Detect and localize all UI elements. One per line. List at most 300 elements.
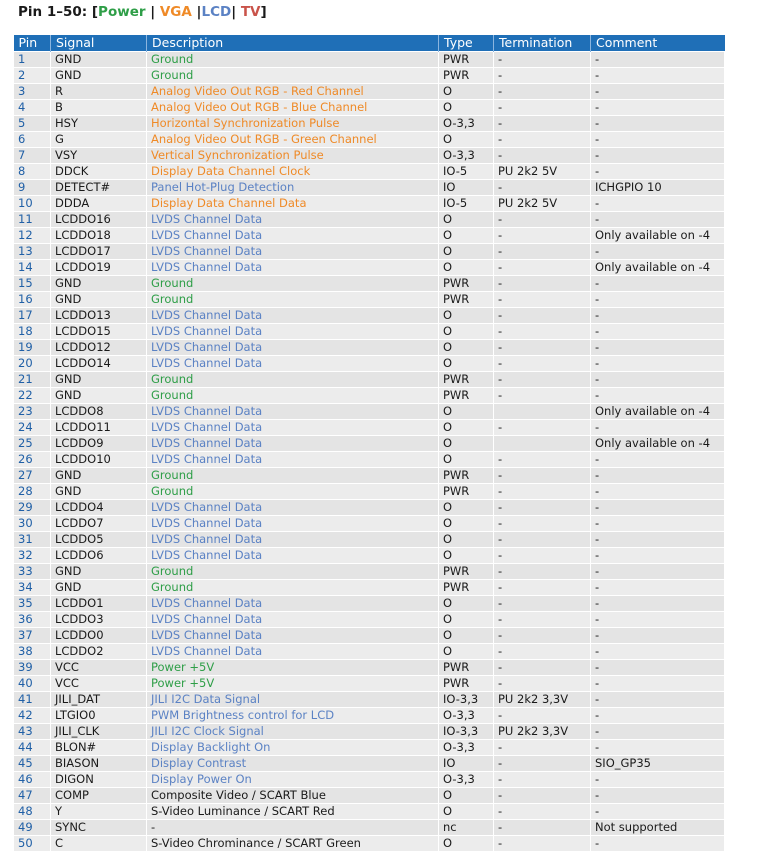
type-cell: O xyxy=(439,100,494,116)
description-cell: Analog Video Out RGB - Red Channel xyxy=(147,84,439,100)
description-cell: Vertical Synchronization Pulse xyxy=(147,148,439,164)
type-cell: O xyxy=(439,228,494,244)
termination-cell: - xyxy=(494,580,591,596)
pin-cell: 26 xyxy=(14,452,51,468)
signal-cell: DDCK xyxy=(51,164,147,180)
pin-cell: 17 xyxy=(14,308,51,324)
signal-cell: VSY xyxy=(51,148,147,164)
type-cell: PWR xyxy=(439,580,494,596)
termination-cell: - xyxy=(494,628,591,644)
type-cell: PWR xyxy=(439,676,494,692)
comment-cell: - xyxy=(591,628,725,644)
pin-cell: 2 xyxy=(14,68,51,84)
comment-cell: - xyxy=(591,356,725,372)
signal-cell: LCDDO19 xyxy=(51,260,147,276)
table-row xyxy=(14,356,725,372)
termination-cell: - xyxy=(494,500,591,516)
termination-cell: - xyxy=(494,420,591,436)
pin-cell: 48 xyxy=(14,804,51,820)
column-header-signal: Signal xyxy=(51,35,147,52)
comment-cell: - xyxy=(591,708,725,724)
comment-cell: - xyxy=(591,324,725,340)
termination-cell: - xyxy=(494,820,591,836)
signal-cell: LCDDO17 xyxy=(51,244,147,260)
termination-cell: - xyxy=(494,132,591,148)
comment-cell: - xyxy=(591,532,725,548)
signal-cell: SYNC xyxy=(51,820,147,836)
termination-cell: - xyxy=(494,596,591,612)
pin-cell: 37 xyxy=(14,628,51,644)
table-row xyxy=(14,84,725,100)
pin-cell: 20 xyxy=(14,356,51,372)
termination-cell: - xyxy=(494,660,591,676)
signal-cell: GND xyxy=(51,372,147,388)
comment-cell: Not supported xyxy=(591,820,725,836)
table-row xyxy=(14,260,725,276)
type-cell: O xyxy=(439,532,494,548)
comment-cell: - xyxy=(591,116,725,132)
type-cell: O xyxy=(439,548,494,564)
description-cell: LVDS Channel Data xyxy=(147,500,439,516)
comment-cell: ICHGPIO 10 xyxy=(591,180,725,196)
type-cell: PWR xyxy=(439,468,494,484)
signal-cell: VCC xyxy=(51,660,147,676)
signal-cell: LCDDO10 xyxy=(51,452,147,468)
signal-cell: JILI_CLK xyxy=(51,724,147,740)
termination-cell: - xyxy=(494,388,591,404)
comment-cell: - xyxy=(591,52,725,68)
signal-cell: Y xyxy=(51,804,147,820)
table-row xyxy=(14,820,725,836)
termination-cell: - xyxy=(494,148,591,164)
comment-cell: - xyxy=(591,164,725,180)
legend-vga: VGA xyxy=(159,4,192,20)
comment-cell: - xyxy=(591,484,725,500)
description-cell: LVDS Channel Data xyxy=(147,324,439,340)
type-cell: O xyxy=(439,356,494,372)
termination-cell: - xyxy=(494,708,591,724)
description-cell: LVDS Channel Data xyxy=(147,612,439,628)
pin-cell: 39 xyxy=(14,660,51,676)
type-cell: IO-3,3 xyxy=(439,692,494,708)
type-cell: IO-5 xyxy=(439,164,494,180)
type-cell: O xyxy=(439,500,494,516)
pin-cell: 5 xyxy=(14,116,51,132)
signal-cell: DETECT# xyxy=(51,180,147,196)
description-cell: Ground xyxy=(147,52,439,68)
table-row xyxy=(14,52,725,68)
section-heading xyxy=(18,2,267,22)
description-cell: Ground xyxy=(147,292,439,308)
signal-cell: LCDDO13 xyxy=(51,308,147,324)
pin-cell: 36 xyxy=(14,612,51,628)
termination-cell: - xyxy=(494,532,591,548)
type-cell: O xyxy=(439,404,494,420)
table-row xyxy=(14,676,725,692)
pin-cell: 47 xyxy=(14,788,51,804)
description-cell: Ground xyxy=(147,580,439,596)
signal-cell: GND xyxy=(51,484,147,500)
signal-cell: JILI_DAT xyxy=(51,692,147,708)
pin-cell: 35 xyxy=(14,596,51,612)
comment-cell: - xyxy=(591,772,725,788)
pin-cell: 6 xyxy=(14,132,51,148)
termination-cell: - xyxy=(494,468,591,484)
legend-lcd: LCD xyxy=(201,4,232,20)
termination-cell: - xyxy=(494,212,591,228)
table-row xyxy=(14,692,725,708)
table-row xyxy=(14,164,725,180)
description-cell: Display Data Channel Clock xyxy=(147,164,439,180)
comment-cell: - xyxy=(591,676,725,692)
table-row xyxy=(14,244,725,260)
comment-cell: - xyxy=(591,68,725,84)
termination-cell: - xyxy=(494,340,591,356)
comment-cell: - xyxy=(591,148,725,164)
description-cell: Power +5V xyxy=(147,660,439,676)
type-cell: PWR xyxy=(439,660,494,676)
type-cell: O xyxy=(439,340,494,356)
heading-prefix: Pin 1–50: xyxy=(18,4,88,20)
table-row xyxy=(14,100,725,116)
table-row xyxy=(14,756,725,772)
description-cell: LVDS Channel Data xyxy=(147,452,439,468)
signal-cell: GND xyxy=(51,52,147,68)
description-cell: Display Data Channel Data xyxy=(147,196,439,212)
signal-cell: LCDDO7 xyxy=(51,516,147,532)
table-row xyxy=(14,500,725,516)
comment-cell: - xyxy=(591,500,725,516)
table-row xyxy=(14,212,725,228)
termination-cell: - xyxy=(494,612,591,628)
type-cell: O xyxy=(439,628,494,644)
table-row xyxy=(14,324,725,340)
comment-cell: - xyxy=(591,516,725,532)
signal-cell: DDDA xyxy=(51,196,147,212)
signal-cell: GND xyxy=(51,468,147,484)
pin-cell: 27 xyxy=(14,468,51,484)
pin-cell: 41 xyxy=(14,692,51,708)
pin-table-body xyxy=(14,52,725,852)
type-cell: O xyxy=(439,644,494,660)
description-cell: LVDS Channel Data xyxy=(147,260,439,276)
signal-cell: GND xyxy=(51,388,147,404)
description-cell: LVDS Channel Data xyxy=(147,516,439,532)
signal-cell: LCDDO3 xyxy=(51,612,147,628)
comment-cell: - xyxy=(591,724,725,740)
signal-cell: HSY xyxy=(51,116,147,132)
header-row xyxy=(14,35,725,52)
column-header-description: Description xyxy=(147,35,439,52)
description-cell: LVDS Channel Data xyxy=(147,404,439,420)
termination-cell: - xyxy=(494,484,591,500)
type-cell: IO xyxy=(439,756,494,772)
comment-cell: - xyxy=(591,660,725,676)
comment-cell: - xyxy=(591,804,725,820)
table-row xyxy=(14,724,725,740)
description-cell: LVDS Channel Data xyxy=(147,644,439,660)
table-row xyxy=(14,196,725,212)
type-cell: O xyxy=(439,612,494,628)
termination-cell: - xyxy=(494,324,591,340)
heading-close-bracket: ] xyxy=(260,4,267,20)
termination-cell: PU 2k2 5V xyxy=(494,196,591,212)
type-cell: O xyxy=(439,308,494,324)
comment-cell: - xyxy=(591,788,725,804)
description-cell: LVDS Channel Data xyxy=(147,212,439,228)
pin-cell: 23 xyxy=(14,404,51,420)
comment-cell: - xyxy=(591,836,725,852)
pin-cell: 7 xyxy=(14,148,51,164)
termination-cell: PU 2k2 3,3V xyxy=(494,724,591,740)
comment-cell: - xyxy=(591,100,725,116)
type-cell: O-3,3 xyxy=(439,740,494,756)
type-cell: O xyxy=(439,244,494,260)
comment-cell: - xyxy=(591,196,725,212)
signal-cell: R xyxy=(51,84,147,100)
termination-cell: - xyxy=(494,276,591,292)
signal-cell: LCDDO0 xyxy=(51,628,147,644)
column-header-comment: Comment xyxy=(591,35,725,52)
pin-cell: 30 xyxy=(14,516,51,532)
table-row xyxy=(14,420,725,436)
table-row xyxy=(14,788,725,804)
description-cell: Display Power On xyxy=(147,772,439,788)
type-cell: O xyxy=(439,804,494,820)
description-cell: Ground xyxy=(147,68,439,84)
termination-cell: - xyxy=(494,244,591,260)
description-cell: LVDS Channel Data xyxy=(147,628,439,644)
type-cell: PWR xyxy=(439,276,494,292)
type-cell: O xyxy=(439,596,494,612)
comment-cell: - xyxy=(591,580,725,596)
termination-cell: - xyxy=(494,260,591,276)
signal-cell: B xyxy=(51,100,147,116)
termination-cell: - xyxy=(494,356,591,372)
pin-cell: 21 xyxy=(14,372,51,388)
type-cell: PWR xyxy=(439,388,494,404)
table-row xyxy=(14,708,725,724)
termination-cell: - xyxy=(494,180,591,196)
pin-cell: 29 xyxy=(14,500,51,516)
signal-cell: LCDDO2 xyxy=(51,644,147,660)
comment-cell: - xyxy=(591,452,725,468)
termination-cell: - xyxy=(494,756,591,772)
signal-cell: BIASON xyxy=(51,756,147,772)
description-cell: Ground xyxy=(147,372,439,388)
pin-cell: 11 xyxy=(14,212,51,228)
pin-cell: 40 xyxy=(14,676,51,692)
signal-cell: BLON# xyxy=(51,740,147,756)
termination-cell: - xyxy=(494,452,591,468)
comment-cell: - xyxy=(591,132,725,148)
type-cell: PWR xyxy=(439,564,494,580)
table-row xyxy=(14,116,725,132)
pin-cell: 34 xyxy=(14,580,51,596)
pin-cell: 3 xyxy=(14,84,51,100)
comment-cell: - xyxy=(591,372,725,388)
table-row xyxy=(14,468,725,484)
type-cell: O-3,3 xyxy=(439,116,494,132)
description-cell: JILI I2C Clock Signal xyxy=(147,724,439,740)
description-cell: Ground xyxy=(147,564,439,580)
termination-cell: - xyxy=(494,644,591,660)
table-row xyxy=(14,532,725,548)
table-row xyxy=(14,452,725,468)
termination-cell: PU 2k2 3,3V xyxy=(494,692,591,708)
table-row xyxy=(14,276,725,292)
type-cell: O xyxy=(439,212,494,228)
table-row xyxy=(14,516,725,532)
table-row xyxy=(14,548,725,564)
termination-cell: - xyxy=(494,372,591,388)
type-cell: PWR xyxy=(439,52,494,68)
signal-cell: LCDDO12 xyxy=(51,340,147,356)
comment-cell: - xyxy=(591,244,725,260)
signal-cell: LCDDO18 xyxy=(51,228,147,244)
legend-separator: | xyxy=(191,4,202,20)
pin-cell: 46 xyxy=(14,772,51,788)
description-cell: LVDS Channel Data xyxy=(147,532,439,548)
termination-cell: - xyxy=(494,836,591,852)
comment-cell: - xyxy=(591,420,725,436)
comment-cell: - xyxy=(591,84,725,100)
pin-cell: 19 xyxy=(14,340,51,356)
signal-cell: DIGON xyxy=(51,772,147,788)
comment-cell: Only available on -4 xyxy=(591,260,725,276)
pin-table-header xyxy=(14,35,725,52)
pin-cell: 9 xyxy=(14,180,51,196)
table-row xyxy=(14,628,725,644)
description-cell: Power +5V xyxy=(147,676,439,692)
table-row xyxy=(14,580,725,596)
termination-cell: - xyxy=(494,292,591,308)
heading-open-bracket: [ xyxy=(91,4,99,20)
comment-cell: - xyxy=(591,692,725,708)
pin-cell: 28 xyxy=(14,484,51,500)
comment-cell: - xyxy=(591,388,725,404)
description-cell: Display Backlight On xyxy=(147,740,439,756)
signal-cell: LCDDO8 xyxy=(51,404,147,420)
termination-cell: - xyxy=(494,68,591,84)
description-cell: LVDS Channel Data xyxy=(147,356,439,372)
signal-cell: GND xyxy=(51,68,147,84)
legend-power: Power xyxy=(98,4,146,20)
description-cell: Ground xyxy=(147,276,439,292)
signal-cell: COMP xyxy=(51,788,147,804)
comment-cell: - xyxy=(591,468,725,484)
termination-cell: - xyxy=(494,52,591,68)
pin-cell: 24 xyxy=(14,420,51,436)
comment-cell: Only available on -4 xyxy=(591,228,725,244)
pin-cell: 43 xyxy=(14,724,51,740)
signal-cell: LCDDO11 xyxy=(51,420,147,436)
pin-cell: 18 xyxy=(14,324,51,340)
signal-cell: LCDDO16 xyxy=(51,212,147,228)
type-cell: O xyxy=(439,436,494,452)
table-row xyxy=(14,596,725,612)
type-cell: O-3,3 xyxy=(439,772,494,788)
termination-cell xyxy=(494,404,591,420)
type-cell: PWR xyxy=(439,292,494,308)
description-cell: JILI I2C Data Signal xyxy=(147,692,439,708)
type-cell: PWR xyxy=(439,372,494,388)
description-cell: Ground xyxy=(147,468,439,484)
signal-cell: C xyxy=(51,836,147,852)
signal-cell: LCDDO14 xyxy=(51,356,147,372)
type-cell: O xyxy=(439,324,494,340)
type-cell: O xyxy=(439,516,494,532)
signal-cell: GND xyxy=(51,564,147,580)
description-cell: LVDS Channel Data xyxy=(147,228,439,244)
comment-cell: - xyxy=(591,340,725,356)
description-cell: Panel Hot-Plug Detection xyxy=(147,180,439,196)
signal-cell: VCC xyxy=(51,676,147,692)
pin-cell: 44 xyxy=(14,740,51,756)
table-row xyxy=(14,228,725,244)
description-cell: PWM Brightness control for LCD xyxy=(147,708,439,724)
termination-cell: - xyxy=(494,788,591,804)
comment-cell: - xyxy=(591,596,725,612)
termination-cell: - xyxy=(494,100,591,116)
pin-table xyxy=(13,35,725,852)
termination-cell: - xyxy=(494,116,591,132)
type-cell: IO-5 xyxy=(439,196,494,212)
table-row xyxy=(14,804,725,820)
table-row xyxy=(14,404,725,420)
signal-cell: LCDDO1 xyxy=(51,596,147,612)
table-row xyxy=(14,644,725,660)
pin-cell: 32 xyxy=(14,548,51,564)
description-cell: S-Video Chrominance / SCART Green xyxy=(147,836,439,852)
pin-cell: 8 xyxy=(14,164,51,180)
description-cell: LVDS Channel Data xyxy=(147,596,439,612)
legend-separator: | xyxy=(231,4,241,20)
legend-separator: | xyxy=(145,4,160,20)
termination-cell: - xyxy=(494,772,591,788)
type-cell: O xyxy=(439,836,494,852)
type-cell: PWR xyxy=(439,484,494,500)
column-header-pin: Pin xyxy=(14,35,51,52)
description-cell: LVDS Channel Data xyxy=(147,548,439,564)
comment-cell: - xyxy=(591,276,725,292)
signal-cell: G xyxy=(51,132,147,148)
description-cell: LVDS Channel Data xyxy=(147,308,439,324)
termination-cell xyxy=(494,436,591,452)
pin-cell: 10 xyxy=(14,196,51,212)
type-cell: nc xyxy=(439,820,494,836)
pin-cell: 31 xyxy=(14,532,51,548)
termination-cell: - xyxy=(494,228,591,244)
type-cell: PWR xyxy=(439,68,494,84)
pin-cell: 49 xyxy=(14,820,51,836)
pin-cell: 22 xyxy=(14,388,51,404)
description-cell: Analog Video Out RGB - Green Channel xyxy=(147,132,439,148)
description-cell: Analog Video Out RGB - Blue Channel xyxy=(147,100,439,116)
pin-cell: 12 xyxy=(14,228,51,244)
signal-cell: LCDDO9 xyxy=(51,436,147,452)
comment-cell: - xyxy=(591,644,725,660)
termination-cell: - xyxy=(494,548,591,564)
pin-cell: 13 xyxy=(14,244,51,260)
pin-cell: 25 xyxy=(14,436,51,452)
type-cell: O xyxy=(439,132,494,148)
termination-cell: - xyxy=(494,516,591,532)
description-cell: Composite Video / SCART Blue xyxy=(147,788,439,804)
description-cell: LVDS Channel Data xyxy=(147,340,439,356)
type-cell: O-3,3 xyxy=(439,708,494,724)
type-cell: IO-3,3 xyxy=(439,724,494,740)
